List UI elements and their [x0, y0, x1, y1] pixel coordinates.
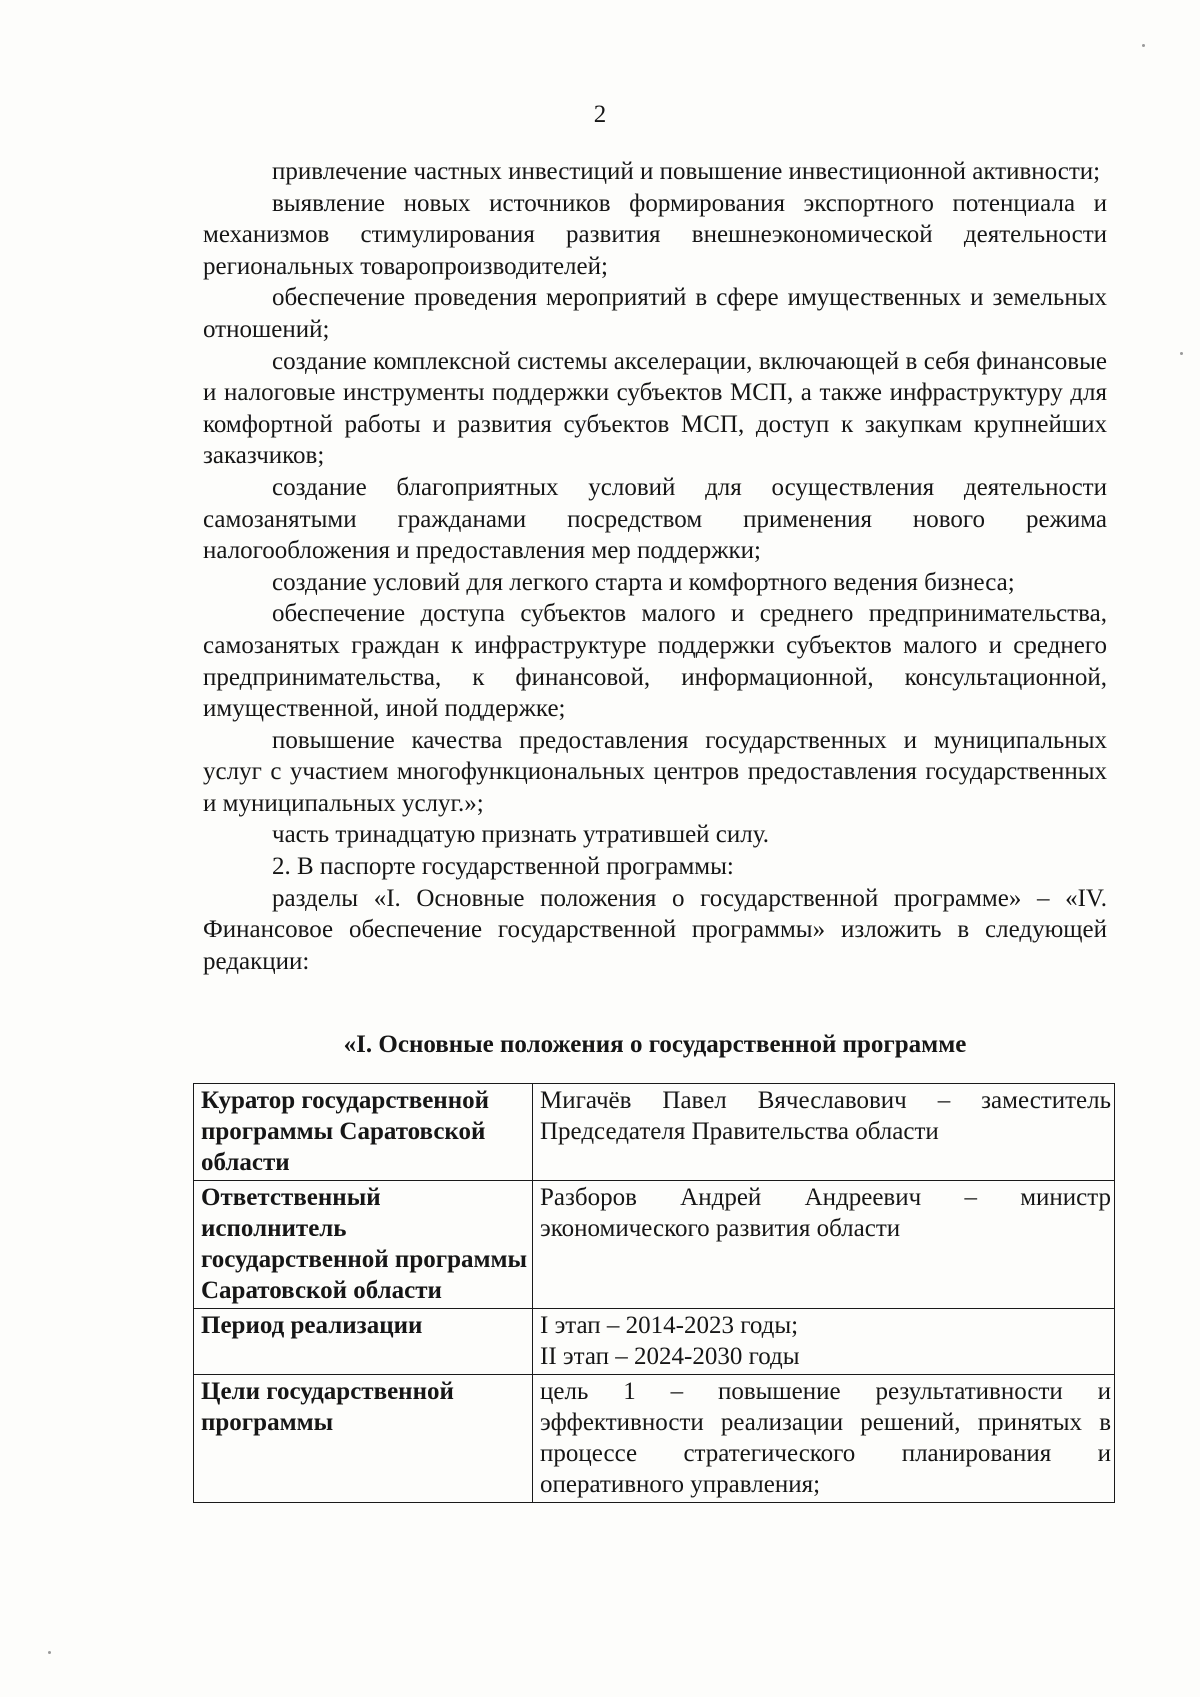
value-line: II этап – 2024-2030 годы: [540, 1343, 800, 1370]
paragraph-self-employed: создание благоприятных условий для осуществления деятельности самозанятыми гражданами посредством применения нового режима налогообложения и предоставления мер поддержки;: [203, 473, 1107, 565]
value-line: I этап – 2014-2023 годы;: [540, 1312, 799, 1339]
row-label-curator: Куратор государственной программы Саратовской области: [194, 1084, 533, 1181]
paragraph-part-thirteen: часть тринадцатую признать утратившей силу.: [272, 821, 769, 849]
paragraph-sections-wording: разделы «I. Основные положения о государственной программе» – «IV. Финансовое обеспечение государственной программы» изложить в следующей редакции:: [203, 884, 1107, 975]
row-value-period: [533, 1309, 1115, 1375]
row-label-period: Период реализации: [194, 1309, 533, 1375]
scan-speck: [1180, 352, 1183, 355]
value-line: цель 1 – повышение результативности и эффективности реализации решений, принятых в процессе стратегического планирования и оперативного управления;: [540, 1378, 1111, 1498]
table-row: [194, 1181, 1115, 1309]
paragraph-export-potential: выявление новых источников формирования экспортного потенциала и механизмов стимулирования развития внешнеэкономической деятельности региональных товаропроизводителей;: [203, 189, 1107, 280]
paragraph-infrastructure-access: обеспечение доступа субъектов малого и среднего предпринимательства, самозанятых граждан к инфраструктуре поддержки субъектов малого и среднего предпринимательства, к финансовой, информационной, консультационной, имущественной, иной поддержке;: [203, 600, 1107, 723]
row-label-goals: Цели государственной программы: [194, 1375, 533, 1503]
value-line: Мигачёв Павел Вячеславович – заместитель Председателя Правительства области: [540, 1087, 1111, 1145]
paragraph-passport-item: 2. В паспорте государственной программы:: [272, 853, 734, 881]
paragraph-private-investment: привлечение частных инвестиций и повышение инвестиционной активности;: [272, 158, 1101, 185]
row-label-executor: Ответственный исполнитель государственной программы Саратовской области: [194, 1181, 533, 1309]
passport-table: [193, 1083, 1115, 1503]
row-value-executor: [533, 1181, 1115, 1309]
body-text: [203, 156, 1107, 977]
paragraph-property-relations: обеспечение проведения мероприятий в сфере имущественных и земельных отношений;: [203, 284, 1107, 343]
table-row: [194, 1084, 1115, 1181]
row-value-curator: [533, 1084, 1115, 1181]
paragraph-public-services: повышение качества предоставления государственных и муниципальных услуг с участием многофункциональных центров предоставления государственных и муниципальных услуг.»;: [203, 726, 1107, 817]
section-title: «I. Основные положения о государственной программе: [343, 1031, 967, 1058]
table-row: [194, 1309, 1115, 1375]
value-line: Разборов Андрей Андреевич – министр экономического развития области: [540, 1184, 1111, 1242]
page-number: 2: [593, 101, 607, 128]
paragraph-business-start: создание условий для легкого старта и комфортного ведения бизнеса;: [272, 568, 1015, 596]
scan-speck: [48, 1651, 51, 1654]
scan-speck: [1142, 44, 1145, 47]
row-value-goals: [533, 1375, 1115, 1503]
paragraph-acceleration-system: создание комплексной системы акселерации, включающей в себя финансовые и налоговые инструменты поддержки субъектов МСП, а также инфраструктуру для комфортной работы и развития субъектов МСП, доступ к закупкам крупнейших заказчиков;: [203, 347, 1107, 470]
table-row: [194, 1375, 1115, 1503]
